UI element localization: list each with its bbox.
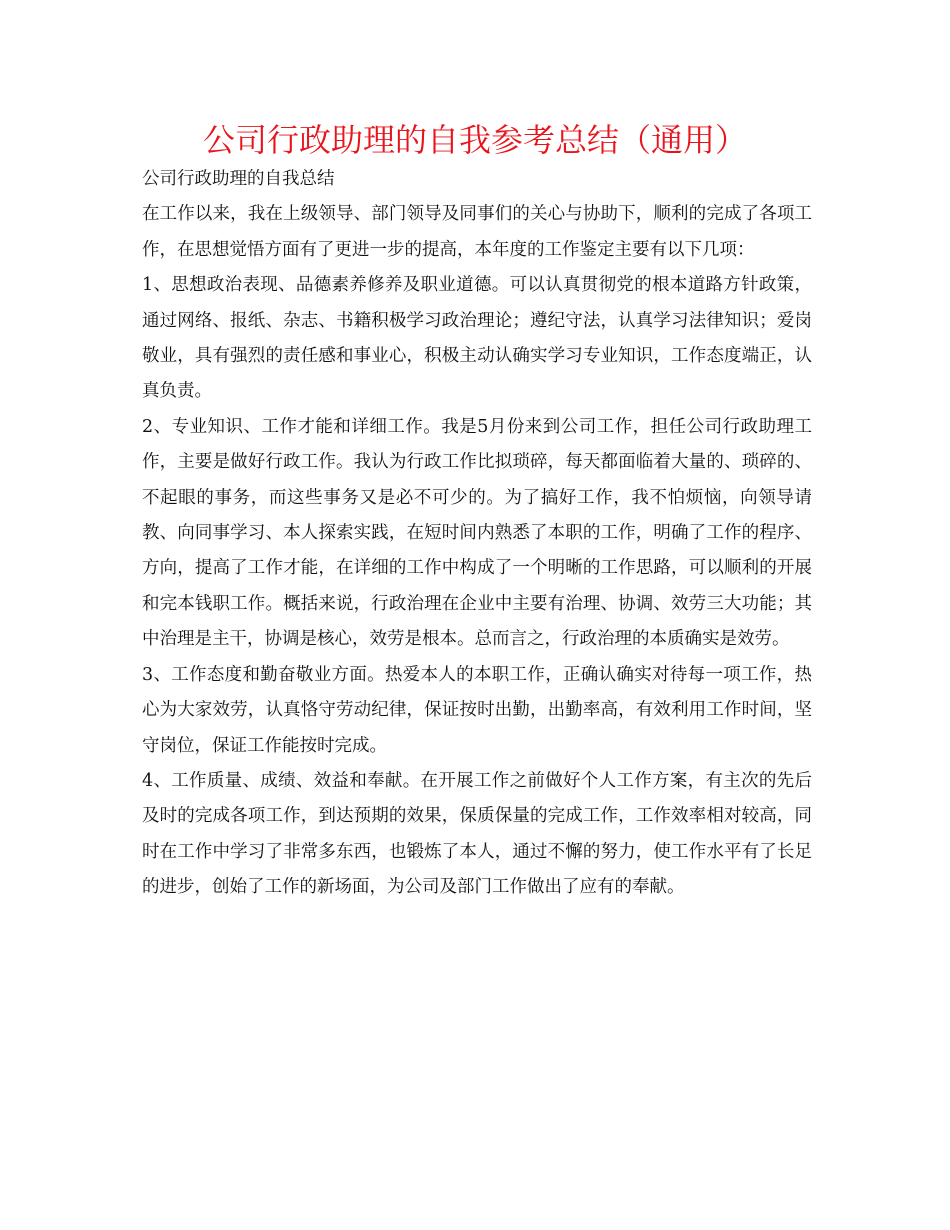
paragraph-intro: 在工作以来，我在上级领导、部门领导及同事们的关心与协助下，顺利的完成了各项工作，在思想觉悟方面有了更进一步的提高，本年度的工作鉴定主要有以下几项： [142, 204, 812, 260]
paragraph-3: 3、工作态度和勤奋敬业方面。热爱本人的本职工作，正确认确实对待每一项工作，热心为大家效劳，认真恪守劳动纪律，保证按时出勤，出勤率高，有效利用工作时间，坚守岗位，保证工作能按时完成。 [142, 664, 812, 756]
paragraph-4: 4、工作质量、成绩、效益和奉献。在开展工作之前做好个人工作方案，有主次的先后及时的完成各项工作，到达预期的效果，保质保量的完成工作，工作效率相对较高，同时在工作中学习了非常多东西，也锻炼了本人，通过不懈的努力，使工作水平有了长足的进步，创始了工作的新场面，为公司及部门工作做出了应有的奉献。 [142, 770, 812, 898]
document-subtitle: 公司行政助理的自我总结 [142, 169, 335, 189]
paragraph-1: 1、思想政治表现、品德素养修养及职业道德。可以认真贯彻党的根本道路方针政策，通过网络、报纸、杂志、书籍积极学习政治理论；遵纪守法，认真学习法律知识；爱岗敬业，具有强烈的责任感和事业心，积极主动认确实学习专业知识，工作态度端正，认真负责。 [142, 275, 812, 402]
paragraph-2: 2、专业知识、工作才能和详细工作。我是5月份来到公司工作，担任公司行政助理工作，主要是做好行政工作。我认为行政工作比拟琐碎，每天都面临着大量的、琐碎的、不起眼的事务，而这些事务又是必不可少的。为了搞好工作，我不怕烦恼，向领导请教、向同事学习、本人探索实践，在短时间内熟悉了本职的工作，明确了工作的程序、方向，提高了工作才能，在详细的工作中构成了一个明晰的工作思路，可以顺利的开展和完本钱职工作。概括来说，行政治理在企业中主要有治理、协调、效劳三大功能；其中治理是主干，协调是核心，效劳是根本。总而言之，行政治理的本质确实是效劳。 [142, 416, 812, 650]
document-title: 公司行政助理的自我参考总结（通用） [202, 121, 747, 159]
document-body [142, 162, 812, 906]
